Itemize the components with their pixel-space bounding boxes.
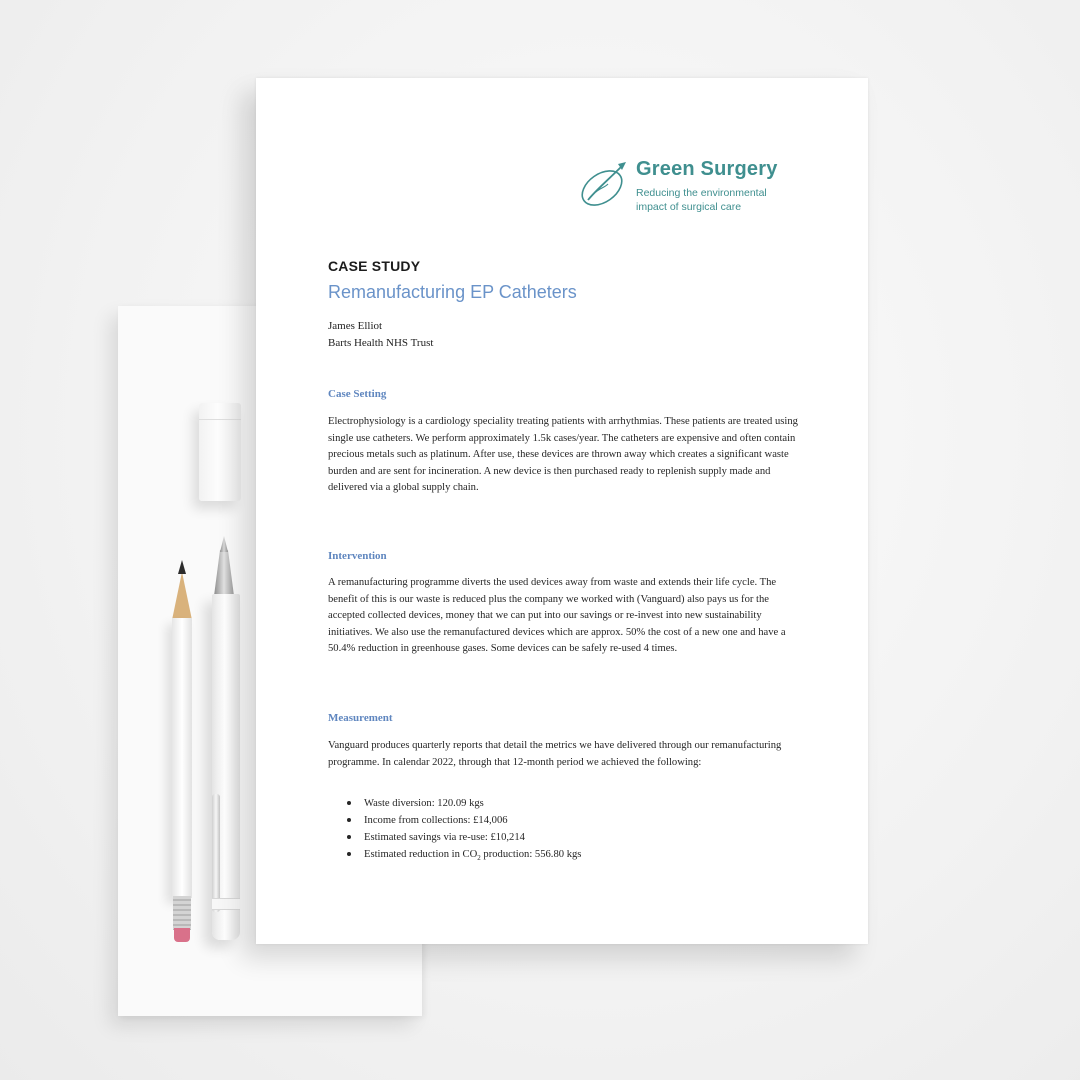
pen-tip [220,536,228,552]
pencil-body [172,618,192,898]
document-title: Remanufacturing EP Catheters [328,282,577,302]
list-item: Waste diversion: 120.09 kgs [364,795,824,812]
logo-tagline: Reducing the environmental impact of surgical care [636,187,767,213]
pen [206,536,242,948]
list-item [364,846,824,867]
section-body-case-setting: Electrophysiology is a cardiology speciality treating patients with arrhythmias. These patients are treated using single use catheters. We perform approximately 1.5k cases/year. The catheters are expensive and often contain precious metals such as platinum. After use, these devices are thrown away which creates a significant waste burden and are sent for incineration. A new device is then purchased ready to replenish supply made and delivered via a global supply chain. [328,416,798,493]
case-study-page [256,78,868,944]
scalpel-leaf-icon [578,162,630,206]
co2-subscript: 2 [477,854,481,863]
section-heading-case-setting: Case Setting [328,388,387,400]
document-label: CASE STUDY [328,258,421,274]
pen-clip [212,794,220,912]
section-heading-intervention: Intervention [328,550,387,562]
pencil-ferrule [173,896,191,930]
pencil-lead [178,560,186,574]
co2-suffix: production: 556.80 kgs [480,849,582,860]
author-organisation: Barts Health NHS Trust [328,337,434,349]
logo-name: Green Surgery [636,158,778,180]
list-item: Estimated savings via re-use: £10,214 [364,829,824,846]
green-surgery-logo [578,158,788,214]
author-block [328,318,433,352]
section-heading-measurement: Measurement [328,712,393,724]
author-name: James Elliot [328,320,383,332]
co2-prefix: Estimated reduction in CO [364,849,478,860]
section-body-measurement: Vanguard produces quarterly reports that detail the metrics we have delivered through our remanufacturing programme. In calendar 2022, through that 12-month period we achieved the following: [328,740,782,768]
list-item: Income from collections: £14,006 [364,812,824,829]
eraser [199,403,241,501]
pen-cone [214,550,234,596]
pencil-wood-tip [172,572,192,620]
section-body-intervention: A remanufacturing programme diverts the used devices away from waste and extends their life cycle. The benefit of this is our waste is reduced plus the company we worked with (Vanguard) also pays us for the accepted collected devices, money that we can put into our savings or re-invest into new sustainability initiatives. We also use the remanufactured devices which are approx. 50% the cost of a new one and have a 50.4% reduction in greenhouse gases. Some devices can be safely re-used 4 times. [328,577,786,654]
pen-band [212,898,240,910]
pencil-eraser [174,928,190,942]
pencil [170,560,194,948]
results-list [328,795,824,867]
